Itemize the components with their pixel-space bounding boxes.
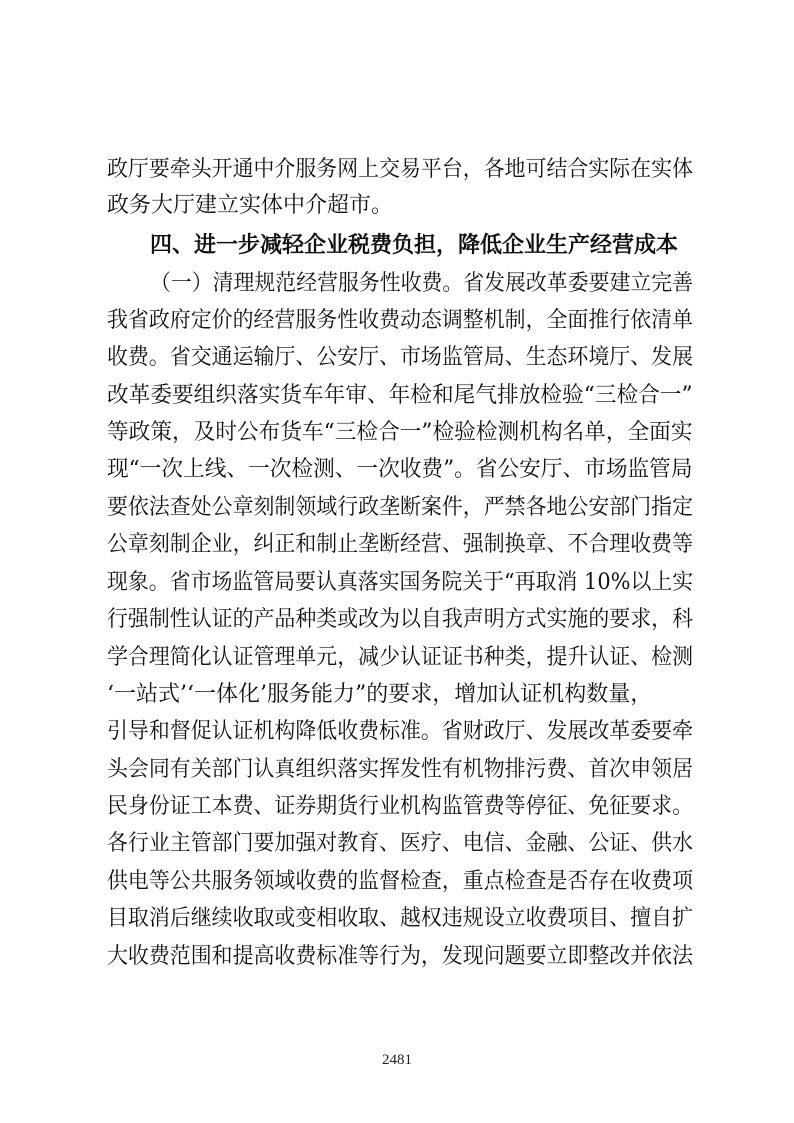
body-line: 公章刻制企业，纠正和制止垄断经营、强制换章、不合理收费等 bbox=[107, 532, 694, 557]
body-line: 目取消后继续收取或变相收取、越权违规设立收费项目、擅自扩 bbox=[107, 906, 694, 931]
body-line: 政务大厅建立实体中介超市。 bbox=[107, 193, 394, 218]
body-line: 政厅要牵头开通中介服务网上交易平台，各地可结合实际在实体 bbox=[107, 157, 694, 182]
body-line: ‘一站式’‘一体化’服务能力”的要求，增加认证机构数量， bbox=[107, 682, 653, 707]
body-line: 等政策，及时公布货车“三检合一”检验检测机构名单，全面实 bbox=[107, 420, 693, 445]
body-line: （一）清理规范经营服务性收费。省发展改革委要建立完善 bbox=[150, 271, 694, 296]
section-heading: 四、进一步减轻企业税费负担，降低企业生产经营成本 bbox=[150, 233, 679, 258]
body-line: 改革委要组织落实货车年审、年检和尾气排放检验“三检合一” bbox=[107, 383, 693, 408]
body-line: 收费。省交通运输厅、公安厅、市场监管局、生态环境厅、发展 bbox=[107, 345, 694, 370]
body-line: 大收费范围和提高收费标准等行为，发现问题要立即整改并依法 bbox=[107, 944, 694, 969]
body-line: 民身份证工本费、证券期货行业机构监管费等停征、免征要求。 bbox=[107, 794, 694, 819]
body-line: 引导和督促认证机构降低收费标准。省财政厅、发展改革委要牵 bbox=[107, 719, 694, 744]
body-line: 要依法查处公章刻制领域行政垄断案件，严禁各地公安部门指定 bbox=[107, 495, 694, 520]
body-line: 行强制性认证的产品种类或改为以自我声明方式实施的要求，科 bbox=[107, 607, 694, 632]
body-line: 现“一次上线、一次检测、一次收费”。省公安厅、市场监管局 bbox=[107, 457, 693, 482]
body-line: 我省政府定价的经营服务性收费动态调整机制，全面推行依清单 bbox=[107, 308, 694, 333]
body-line: 学合理简化认证管理单元，减少认证证书种类，提升认证、检测 bbox=[107, 645, 694, 670]
body-line: 现象。省市场监管局要认真落实国务院关于“再取消 10%以上实 bbox=[107, 570, 694, 595]
body-line: 头会同有关部门认真组织落实挥发性有机物排污费、首次申领居 bbox=[107, 757, 694, 782]
body-line: 各行业主管部门要加强对教育、医疗、电信、金融、公证、供水 bbox=[107, 831, 694, 856]
page-number: 2481 bbox=[382, 1052, 412, 1068]
body-line: 供电等公共服务领域收费的监督检查，重点检查是否存在收费项 bbox=[107, 869, 694, 894]
